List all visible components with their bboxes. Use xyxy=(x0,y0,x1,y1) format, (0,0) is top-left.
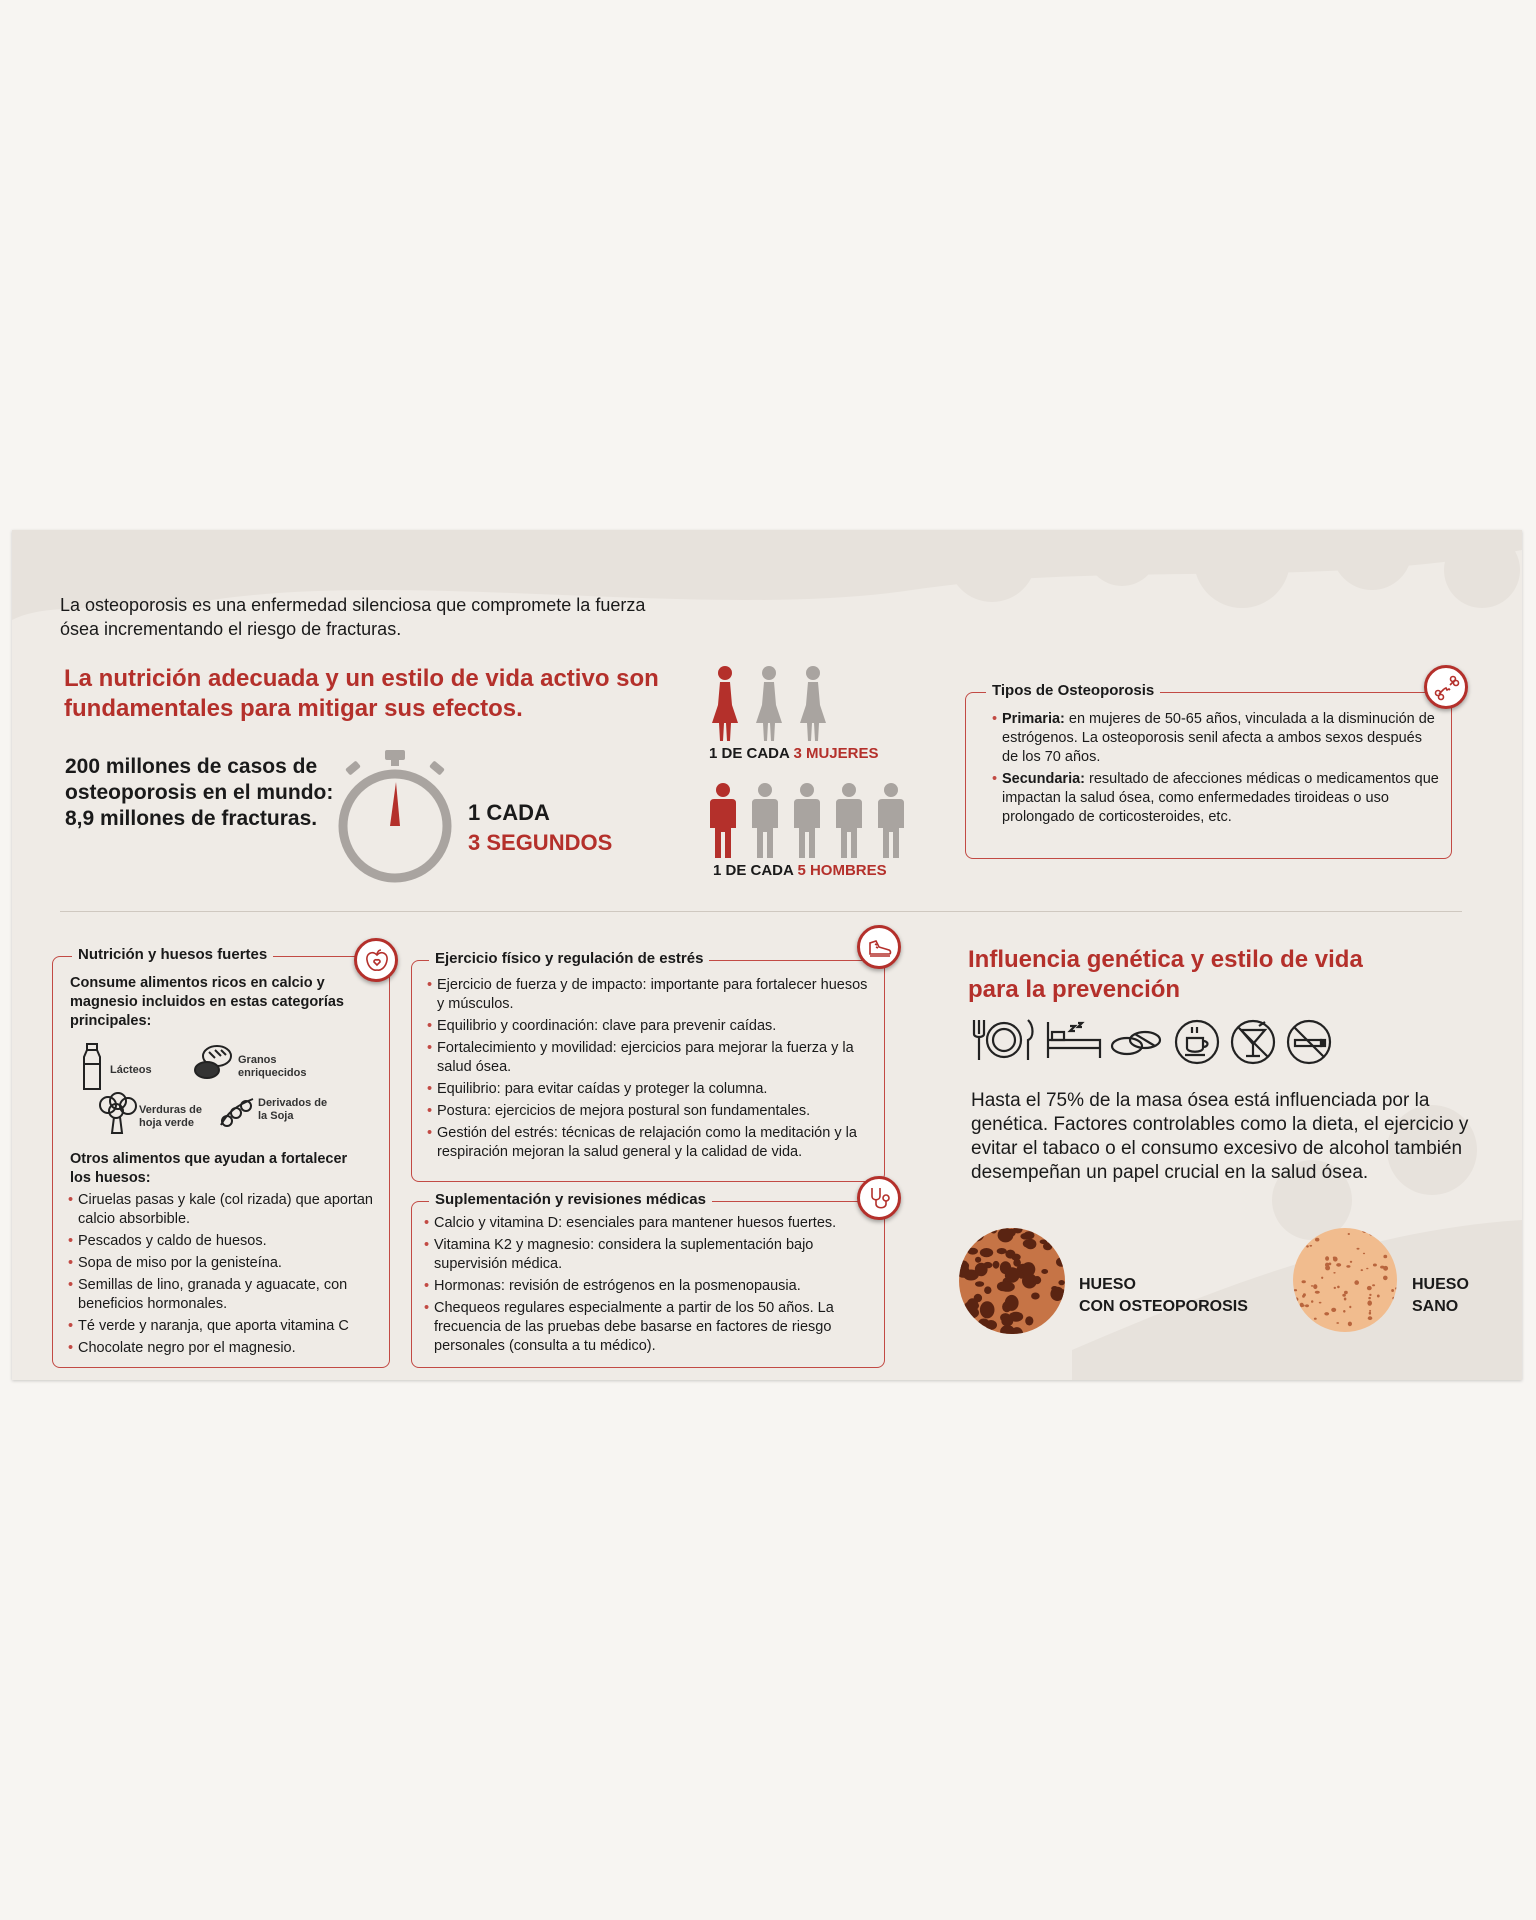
no-alcohol-icon xyxy=(1229,1018,1277,1066)
genetics-title: Influencia genética y estilo de vida para la prevención xyxy=(968,946,1363,1003)
women-ratio-figures xyxy=(710,665,842,741)
bone-pore xyxy=(985,1320,997,1330)
bone-pore xyxy=(971,1330,981,1336)
bone-pore xyxy=(983,1262,992,1268)
bone-pore xyxy=(1292,1267,1294,1270)
bone-pore xyxy=(1343,1310,1345,1313)
bone-pore xyxy=(1349,1306,1351,1308)
bone-pore xyxy=(975,1257,981,1263)
bone-pore xyxy=(1350,1261,1352,1263)
bone-pore xyxy=(1309,1245,1312,1247)
bone-pore xyxy=(1336,1322,1339,1324)
other-foods-item-2: • Pescados y caldo de huesos. xyxy=(68,1232,378,1251)
woman-figure-icon xyxy=(710,665,740,741)
bone-pore xyxy=(1369,1327,1371,1329)
exercise-list xyxy=(427,976,877,1165)
men-ratio-figures xyxy=(708,782,918,858)
lifestyle-icons-row xyxy=(970,1016,1370,1066)
genetics-text: Hasta el 75% de la masa ósea está influenciada por la genética. Factores controlables como la dieta, el ejercicio y evitar el tabaco o el consumo excesivo de alcohol también desempeñan un papel crucial en la salud ósea. xyxy=(971,1090,1469,1183)
bread-icon xyxy=(192,1042,234,1082)
bone-pore xyxy=(1302,1295,1305,1298)
bone-pore xyxy=(1344,1298,1347,1301)
world-cases-stat xyxy=(65,754,355,832)
bone-pore xyxy=(984,1286,991,1294)
healthy-line1: HUESO xyxy=(1412,1276,1469,1293)
healthy-bone-image xyxy=(1292,1227,1398,1333)
osteoporotic-bone-label xyxy=(1079,1274,1248,1318)
bone-pore xyxy=(1319,1302,1322,1304)
cases-text: 200 millones de casos de osteoporosis en el mundo: xyxy=(65,755,334,804)
other-foods-item-5: • Té verde y naranja, que aporta vitamina C xyxy=(68,1317,378,1336)
soy-label: Derivados de la Soja xyxy=(258,1097,328,1122)
exercise-badge xyxy=(857,925,901,969)
bone-pore xyxy=(1357,1248,1360,1250)
bone-pore xyxy=(1041,1269,1048,1274)
bone-pore xyxy=(1383,1276,1388,1281)
bone-pore xyxy=(1334,1287,1336,1289)
bone-pore xyxy=(1302,1280,1306,1283)
supplements-item-1: • Calcio y vitamina D: esenciales para mantener huesos fuertes. xyxy=(424,1214,879,1233)
bone-pore xyxy=(1342,1294,1346,1297)
other-foods-item-3: • Sopa de miso por la genisteína. xyxy=(68,1254,378,1273)
bone-pore xyxy=(1300,1242,1302,1244)
bone-pore xyxy=(1367,1300,1372,1305)
bone-pore xyxy=(1011,1254,1020,1261)
bone-pore xyxy=(1051,1313,1064,1326)
bone-pore xyxy=(1025,1316,1033,1325)
bone-pore xyxy=(1384,1326,1387,1330)
pills-icon xyxy=(1109,1028,1163,1058)
no-coffee-icon xyxy=(1173,1018,1221,1066)
bone-pore xyxy=(1049,1324,1059,1335)
bone-pore xyxy=(1009,1312,1023,1322)
bone-pore xyxy=(1372,1230,1376,1233)
bone-pore xyxy=(1304,1327,1309,1330)
exercise-item-6: • Gestión del estrés: técnicas de relajación como la meditación y la respiración mejoran la salud general y la calidad de vida. xyxy=(427,1124,877,1162)
other-foods-title: Otros alimentos que ayudan a fortalecer los huesos: xyxy=(70,1151,348,1186)
nutrition-intro: Consume alimentos ricos en calcio y magnesio incluidos en estas categorías principales: xyxy=(70,975,344,1029)
frequency-line1: 1 CADA xyxy=(468,800,550,825)
stopwatch-icon xyxy=(332,746,458,886)
stethoscope-icon xyxy=(867,1186,893,1212)
bone-pore xyxy=(1396,1292,1398,1295)
bone-pore xyxy=(1333,1257,1336,1260)
bone-pore xyxy=(1361,1269,1363,1271)
bone-pore xyxy=(1392,1297,1396,1300)
bone-pore xyxy=(1360,1227,1363,1229)
bone-pore xyxy=(1336,1263,1341,1267)
bone-pore xyxy=(963,1320,970,1324)
exercise-item-1: • Ejercicio de fuerza y de impacto: importante para fortalecer huesos y músculos. xyxy=(427,976,877,1014)
bone-pore xyxy=(1005,1295,1019,1311)
osteoporotic-bone-image xyxy=(958,1227,1066,1335)
types-item-primary xyxy=(992,710,1442,767)
men-prefix: 1 DE CADA xyxy=(713,862,798,879)
bone-pore xyxy=(1369,1312,1371,1315)
bone-pore xyxy=(1305,1304,1309,1307)
bone-pore xyxy=(1000,1282,1015,1292)
man-figure-icon xyxy=(834,782,864,858)
bone-pore xyxy=(1005,1267,1020,1282)
bone-pore xyxy=(1306,1245,1309,1247)
bone-pore xyxy=(1298,1318,1301,1321)
bone-pore xyxy=(1346,1265,1350,1268)
osteo-line2: CON OSTEOPOROSIS xyxy=(1079,1298,1248,1315)
exercise-item-3: • Fortalecimiento y movilidad: ejercicios para mejorar la fuerza y la salud ósea. xyxy=(427,1039,877,1077)
bone-pore xyxy=(998,1228,1014,1243)
bone-pore xyxy=(1311,1285,1314,1287)
bone-pore xyxy=(1374,1328,1378,1333)
grains-label: Granos enriquecidos xyxy=(238,1054,307,1079)
bone-pore xyxy=(1043,1242,1052,1250)
frequency-stat xyxy=(468,798,612,858)
types-item-secondary xyxy=(992,770,1442,827)
bone-pore xyxy=(1363,1253,1365,1254)
bone-pore xyxy=(1020,1233,1030,1240)
supplements-item-4: • Chequeos regulares especialmente a partir de los 50 años. La frecuencia de las pruebas debe basarse en factores de riesgo personales (consulta a tu médico). xyxy=(424,1299,879,1356)
bone-pore xyxy=(1369,1310,1371,1312)
bone-pore xyxy=(1331,1308,1336,1312)
frequency-line2: 3 SEGUNDOS xyxy=(468,830,613,855)
bone-pore xyxy=(1362,1229,1367,1233)
intro-text: La osteoporosis es una enfermedad silenciosa que compromete la fuerza ósea incrementando el riesgo de fracturas. xyxy=(60,595,646,639)
bone-pore xyxy=(1297,1307,1299,1309)
bone-pore xyxy=(1377,1295,1380,1298)
bone-pore xyxy=(1315,1238,1319,1242)
bone-pore xyxy=(1368,1297,1371,1299)
bone-pore xyxy=(967,1298,979,1312)
bone-pore xyxy=(993,1261,1000,1269)
bone-pore xyxy=(1311,1300,1313,1303)
bone-pore xyxy=(1302,1243,1306,1246)
bone-pore xyxy=(975,1281,984,1287)
bone-pore xyxy=(1344,1291,1348,1294)
plate-cutlery-icon xyxy=(970,1016,1036,1064)
osteo-line1: HUESO xyxy=(1079,1276,1136,1293)
bone-pore xyxy=(1337,1286,1340,1289)
bone-pore xyxy=(1294,1289,1297,1291)
exercise-item-2: • Equilibrio y coordinación: clave para prevenir caídas. xyxy=(427,1017,877,1036)
bone-pore xyxy=(1383,1255,1387,1259)
infographic-card xyxy=(12,530,1522,1380)
bone-pore xyxy=(1385,1320,1389,1323)
types-title: Tipos de Osteoporosis xyxy=(986,682,1160,699)
primary-text: en mujeres de 50-65 años, vinculada a la disminución de estrógenos. La osteoporosis senil afecta a ambos sexos después de los 70 años. xyxy=(1002,711,1435,765)
other-foods-item-1: • Ciruelas pasas y kale (col rizada) que aportan calcio absorbible. xyxy=(68,1191,378,1229)
bone-pore xyxy=(1391,1289,1394,1292)
secondary-label: Secundaria: xyxy=(1002,771,1085,787)
bone-pore xyxy=(1372,1328,1376,1333)
man-figure-icon xyxy=(792,782,822,858)
secondary-text: resultado de afecciones médicas o medicamentos que impactan la salud ósea, como enfermedades tiroideas o uso prolongado de corticosteroides, etc. xyxy=(1002,771,1439,825)
bone-pore xyxy=(1367,1286,1372,1290)
supplements-item-3: • Hormonas: revisión de estrógenos en la posmenopausia. xyxy=(424,1277,879,1296)
bed-icon xyxy=(1046,1020,1102,1060)
types-badge xyxy=(1424,665,1468,709)
exercise-item-4: • Equilibrio: para evitar caídas y proteger la columna. xyxy=(427,1080,877,1099)
healthy-line2: SANO xyxy=(1412,1298,1459,1315)
bone-pore xyxy=(1295,1241,1300,1246)
bone-pore xyxy=(1380,1266,1384,1269)
bone-pore xyxy=(980,1248,993,1257)
bone-pore xyxy=(1321,1277,1323,1279)
main-headline: La nutrición adecuada y un estilo de vida activo son fundamentales para mitigar sus efectos. xyxy=(64,665,659,722)
bone-pore xyxy=(1022,1262,1036,1276)
nutrition-title: Nutrición y huesos fuertes xyxy=(72,946,273,963)
supplements-title: Suplementación y revisiones médicas xyxy=(429,1191,712,1208)
bone-pore xyxy=(1300,1234,1305,1240)
broccoli-icon xyxy=(96,1091,140,1135)
dairy-label: Lácteos xyxy=(110,1064,152,1076)
bone-pore xyxy=(1366,1268,1368,1270)
woman-figure-icon xyxy=(754,665,784,741)
other-foods-item-4: • Semillas de lino, granada y aguacate, con beneficios hormonales. xyxy=(68,1276,378,1314)
bone-pore xyxy=(1396,1319,1398,1321)
women-highlight: 3 MUJERES xyxy=(793,745,879,762)
other-foods-item-6: • Chocolate negro por el magnesio. xyxy=(68,1339,378,1358)
soybean-icon xyxy=(217,1095,257,1131)
bone-pore xyxy=(1387,1227,1391,1230)
bone-pore xyxy=(1368,1316,1373,1320)
veg-label: Verduras de hoja verde xyxy=(139,1104,202,1129)
bone-pore xyxy=(1369,1294,1371,1296)
sneaker-icon xyxy=(867,935,893,961)
bone-pore xyxy=(1333,1272,1335,1274)
supplements-item-2: • Vitamina K2 y magnesio: considera la suplementación bajo supervisión médica. xyxy=(424,1236,879,1274)
bone-pore xyxy=(1317,1230,1321,1234)
men-highlight: 5 HOMBRES xyxy=(797,862,887,879)
bone-pore xyxy=(1294,1297,1298,1301)
man-figure-icon xyxy=(708,782,738,858)
men-ratio-caption xyxy=(713,862,887,879)
bone-pore xyxy=(997,1248,1007,1254)
bone-pore xyxy=(1324,1312,1329,1315)
bone-pore xyxy=(1368,1227,1372,1230)
bone-pore xyxy=(1354,1280,1359,1285)
bone-pore xyxy=(958,1237,967,1250)
bone-pore xyxy=(1056,1257,1066,1266)
healthy-bone-label xyxy=(1412,1274,1469,1318)
bone-pore xyxy=(967,1248,978,1255)
bone-pore xyxy=(1388,1240,1392,1243)
exercise-title: Ejercicio físico y regulación de estrés xyxy=(429,950,709,967)
bone-pore xyxy=(1348,1322,1352,1327)
other-foods-list xyxy=(68,1191,378,1361)
women-prefix: 1 DE CADA xyxy=(709,745,794,762)
women-ratio-caption xyxy=(709,745,879,762)
milk-bottle-icon xyxy=(80,1042,104,1092)
bone-pore xyxy=(980,1301,995,1318)
man-figure-icon xyxy=(876,782,906,858)
bone-pore xyxy=(1369,1231,1374,1235)
man-figure-icon xyxy=(750,782,780,858)
primary-label: Primaria: xyxy=(1002,711,1065,727)
bone-pore xyxy=(1396,1233,1399,1236)
bone-pore xyxy=(1303,1320,1306,1322)
bone-pore xyxy=(1023,1239,1036,1248)
bone-pore xyxy=(1314,1318,1317,1320)
exercise-item-5: • Postura: ejercicios de mejora postural son fundamentales. xyxy=(427,1102,877,1121)
supplements-list xyxy=(424,1214,879,1359)
bone-pore xyxy=(1395,1331,1398,1333)
bone-pore xyxy=(1393,1227,1398,1229)
no-smoking-icon xyxy=(1285,1018,1333,1066)
fractures-text: 8,9 millones de fracturas. xyxy=(65,807,318,830)
broken-bone-icon xyxy=(1434,675,1460,701)
bone-pore xyxy=(1031,1293,1040,1300)
section-divider xyxy=(60,911,1462,912)
bone-pore xyxy=(1348,1233,1350,1235)
bone-pore xyxy=(1315,1291,1320,1294)
bone-pore xyxy=(1325,1256,1329,1261)
bone-pore xyxy=(973,1229,980,1233)
bone-pore xyxy=(1372,1284,1375,1286)
bone-pore xyxy=(1033,1276,1041,1284)
bone-pore xyxy=(1313,1284,1317,1289)
apple-heart-icon xyxy=(364,948,390,974)
woman-figure-icon xyxy=(798,665,828,741)
bone-pore xyxy=(1325,1263,1329,1268)
bone-pore xyxy=(958,1261,969,1274)
bone-pore xyxy=(1373,1264,1377,1267)
bone-pore xyxy=(1058,1280,1064,1285)
types-list xyxy=(992,710,1442,830)
bone-pore xyxy=(1300,1303,1304,1307)
bone-pore xyxy=(1393,1311,1397,1314)
